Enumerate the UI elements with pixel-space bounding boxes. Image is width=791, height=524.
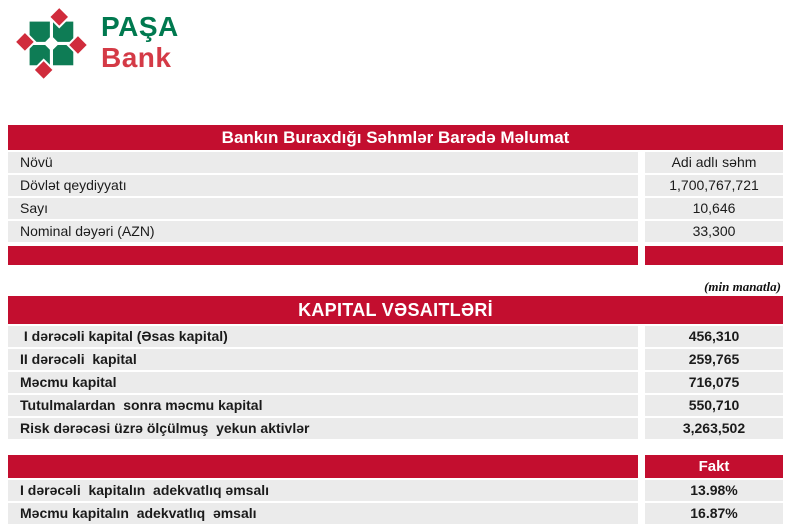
row-label: Məcmu kapitalın adekvatlıq əmsalı	[8, 503, 638, 524]
row-label: I dərəcəli kapitalın adekvatlıq əmsalı	[8, 480, 638, 501]
pasha-bank-logo-icon	[14, 6, 92, 84]
adequacy-table-header	[8, 455, 783, 478]
header-fakt-label: Fakt	[645, 455, 783, 478]
row-value: Adi adlı səhm	[645, 152, 783, 173]
row-value: 13.98%	[645, 480, 783, 501]
column-divider	[638, 175, 645, 196]
footer-bar-right	[645, 246, 783, 265]
adequacy-table	[8, 455, 783, 524]
column-divider	[638, 349, 645, 370]
column-divider	[638, 372, 645, 393]
column-divider	[638, 152, 645, 173]
brand-wordmark	[101, 13, 179, 72]
table-row	[8, 395, 783, 416]
row-label: Sayı	[8, 198, 638, 219]
table-row	[8, 221, 783, 242]
row-label: Növü	[8, 152, 638, 173]
row-label: II dərəcəli kapital	[8, 349, 638, 370]
row-label: I dərəcəli kapital (Əsas kapital)	[8, 326, 638, 347]
column-divider	[638, 418, 645, 439]
table-row	[8, 152, 783, 173]
row-value: 16.87%	[645, 503, 783, 524]
row-value: 10,646	[645, 198, 783, 219]
table-row	[8, 372, 783, 393]
row-value: 716,075	[645, 372, 783, 393]
column-divider	[638, 395, 645, 416]
row-label: Dövlət qeydiyyatı	[8, 175, 638, 196]
row-label: Məcmu kapital	[8, 372, 638, 393]
row-value: 3,263,502	[645, 418, 783, 439]
row-value: 1,700,767,721	[645, 175, 783, 196]
column-divider	[638, 503, 645, 524]
shares-info-table	[8, 125, 783, 265]
column-divider	[638, 246, 645, 265]
column-divider	[638, 198, 645, 219]
header-bar-left	[8, 455, 638, 478]
row-label: Risk dərəcəsi üzrə ölçülmuş yekun aktivlər	[8, 418, 638, 439]
table-row	[8, 503, 783, 524]
column-divider	[638, 455, 645, 478]
table-row	[8, 175, 783, 196]
brand-header	[14, 6, 179, 84]
column-divider	[638, 480, 645, 501]
row-value: 259,765	[645, 349, 783, 370]
capital-table	[8, 296, 783, 439]
footer-bar-left	[8, 246, 638, 265]
unit-note: (min manatla)	[704, 279, 781, 294]
row-label: Tutulmalardan sonra məcmu kapital	[8, 395, 638, 416]
shares-table-title: Bankın Buraxdığı Səhmlər Barədə Məlumat	[8, 125, 783, 150]
table-row	[8, 326, 783, 347]
capital-table-title: KAPITAL VƏSAITLƏRİ	[8, 296, 783, 324]
table-row	[8, 198, 783, 219]
row-label: Nominal dəyəri (AZN)	[8, 221, 638, 242]
brand-name-bottom: Bank	[101, 42, 172, 73]
column-divider	[638, 326, 645, 347]
column-divider	[638, 221, 645, 242]
row-value: 33,300	[645, 221, 783, 242]
shares-table-footer-bar	[8, 246, 783, 265]
table-row	[8, 418, 783, 439]
table-row	[8, 349, 783, 370]
row-value: 456,310	[645, 326, 783, 347]
row-value: 550,710	[645, 395, 783, 416]
table-row	[8, 480, 783, 501]
brand-name-top: PAŞA	[101, 11, 179, 42]
